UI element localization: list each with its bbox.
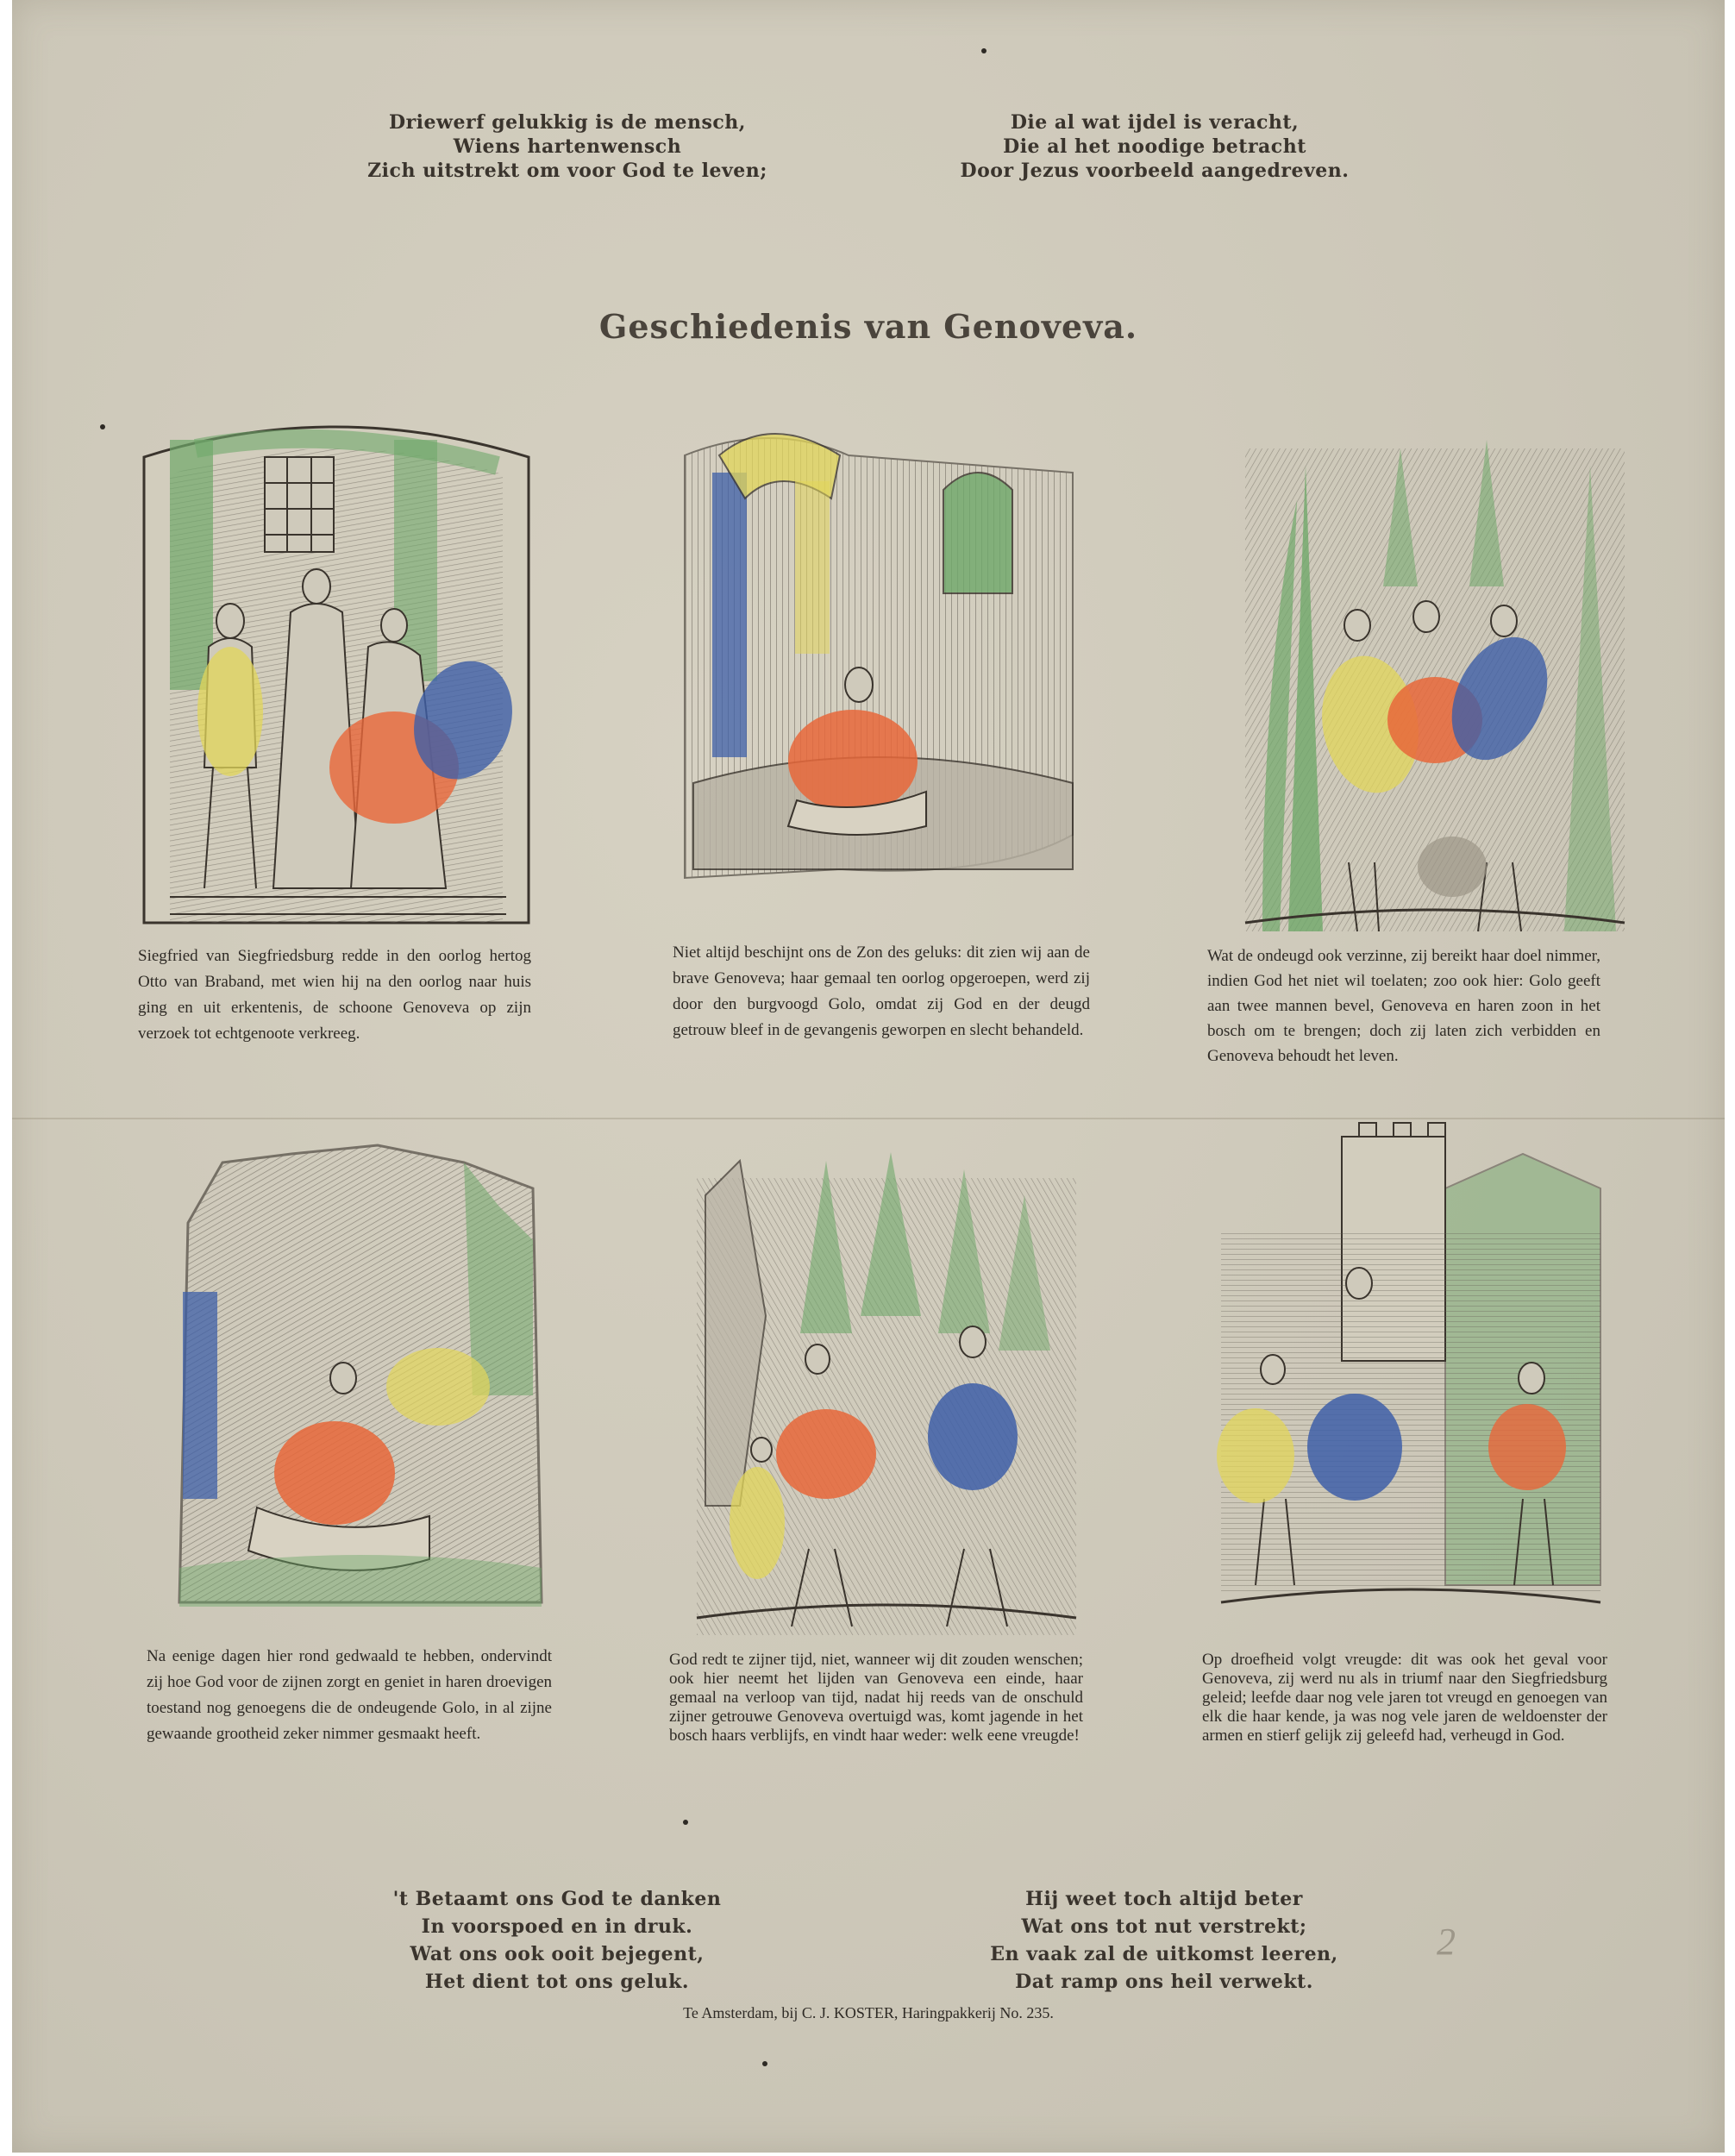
verse-line: Hij weet toch altijd beter	[1025, 1888, 1303, 1910]
header-verse-left	[360, 110, 774, 183]
caption-castle-return: Op droefheid volgt vreugde: dit was ook het geval voor Genoveva, zij werd nu als in triumf naar den Siegfriedsburg geleid; leefde daar nog vele jaren tot vreugd en genoegen van elk die haar kende, ja was nog vele jaren de weldoenster der armen en stierf gelijk zij geleefd had, verheugd in God.	[1202, 1651, 1607, 1745]
verse-line: Zich uitstrekt om voor God te leven;	[367, 160, 767, 182]
pencil-number-mark: 2	[1437, 1921, 1456, 1963]
verse-line: Die al wat ijdel is veracht,	[1010, 111, 1300, 134]
footer-verse-right	[974, 1885, 1354, 1996]
verse-line: Die al het noodige betracht	[1003, 135, 1306, 158]
caption-prison: Niet altijd beschijnt ons de Zon des geluks: dit zien wij aan de brave Genoveva; haar gemaal ten oorlog opgeroepen, werd zij door den burgvoogd Golo, omdat zij God en der deugd getrouw bleef in de gevangenis geworpen en slecht behandeld.	[673, 943, 1090, 1039]
footer-verse-left	[367, 1885, 747, 1996]
verse-line: Wiens hartenwensch	[453, 135, 682, 158]
header-verse-right	[952, 110, 1357, 183]
caption-reunion: God redt te zijner tijd, niet, wanneer wij dit zouden wenschen; ook hier neemt het lijden van Genoveva een einde, haar gemaal na verloop van tijd, nadat hij reeds van de onschuld zijner getrouwe Genoveva overtuigd was, komt jagende in het bosch haars verblijfs, en vindt haar weder: welk eene vreugde!	[669, 1651, 1083, 1745]
verse-line: Door Jezus voorbeeld aangedreven.	[960, 160, 1350, 182]
verse-line: Wat ons ook ooit bejegent,	[410, 1943, 705, 1965]
page-title: Geschiedenis van Genoveva.	[598, 307, 1138, 346]
caption-forest: Wat de ondeugd ook verzinne, zij bereikt haar doel nimmer, indien God het niet wil toelaten; zoo ook hier: Golo geeft aan twee mannen bevel, Genoveva en haren zoon in het bosch om te brengen; doch zij laten zich verbidden en Genoveva behoudt het leven.	[1207, 947, 1600, 1065]
printer-dot-mark	[683, 1820, 688, 1825]
verse-line: En vaak zal de uitkomst leeren,	[990, 1943, 1338, 1965]
woodcut-cave-scene	[171, 1137, 550, 1620]
verse-line: 't Betaamt ons God te danken	[392, 1888, 722, 1910]
verse-line: Het dient tot ons geluk.	[424, 1971, 690, 1993]
verse-line: Dat ramp ons heil verwekt.	[1015, 1971, 1313, 1993]
verse-line: Driewerf gelukkig is de mensch,	[389, 111, 746, 134]
printer-dot-mark	[981, 48, 987, 53]
printer-dot-mark	[100, 424, 105, 429]
woodcut-forest-scene	[1228, 414, 1633, 940]
woodcut-prison-scene	[667, 421, 1090, 887]
woodcut-reunion-forest-scene	[688, 1144, 1085, 1644]
woodcut-castle-return-scene	[1204, 1119, 1618, 1620]
broadsheet-paper	[12, 0, 1725, 2153]
caption-cave: Na eenige dagen hier rond gedwaald te hebben, ondervindt zij hoe God voor de zijnen zorgt en geniet in haren droevigen toestand nog genoegens die de ondeugende Golo, in al zijne gewaande grootheid zeker nimmer gesmaakt heeft.	[147, 1647, 552, 1743]
verse-line: Wat ons tot nut verstrekt;	[1021, 1915, 1307, 1938]
printer-dot-mark	[762, 2061, 767, 2066]
printer-imprint: Te Amsterdam, bij C. J. KOSTER, Haringpakkerij No. 235.	[683, 2004, 1054, 2021]
woodcut-wedding-scene	[135, 405, 537, 931]
caption-wedding: Siegfried van Siegfriedsburg redde in den oorlog hertog Otto van Braband, met wien hij na den oorlog naar huis ging en uit erkentenis, de schoone Genoveva op zijn verzoek tot echtgenoote verkreeg.	[138, 947, 531, 1043]
verse-line: In voorspoed en in druk.	[421, 1915, 693, 1938]
